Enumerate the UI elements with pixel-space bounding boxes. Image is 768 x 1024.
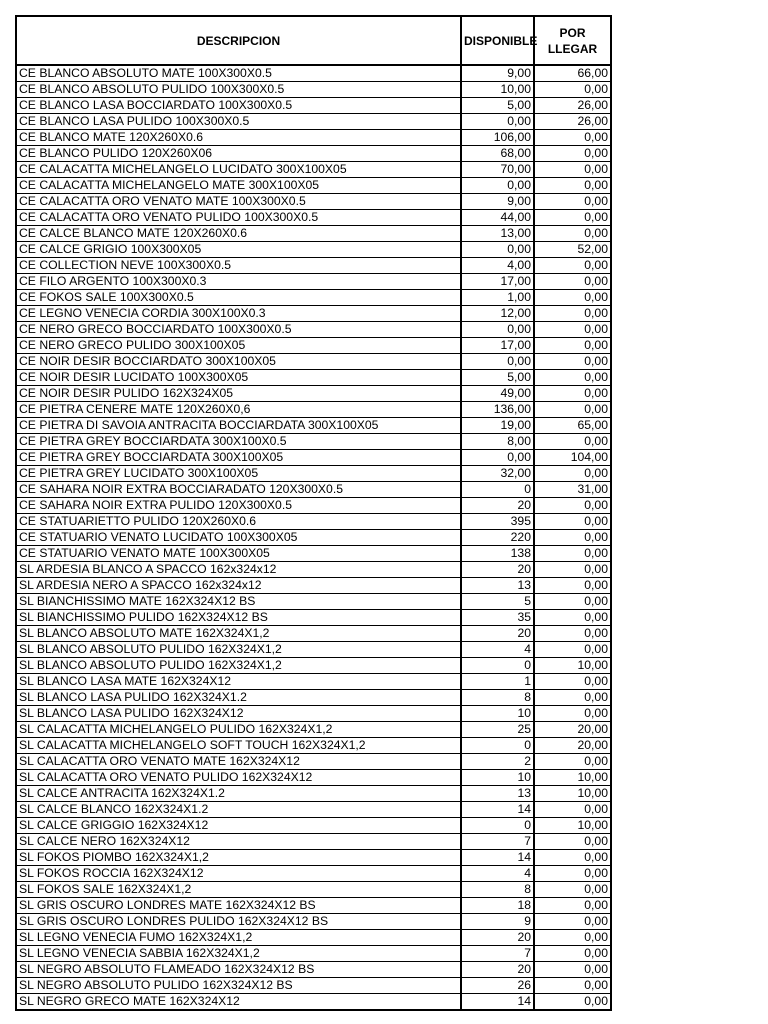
cell-por-llegar: 20,00	[534, 722, 611, 738]
cell-descripcion: SL ARDESIA NERO A SPACCO 162x324x12	[16, 578, 461, 594]
cell-por-llegar: 10,00	[534, 770, 611, 786]
cell-disponible: 1	[461, 674, 534, 690]
cell-disponible: 20	[461, 626, 534, 642]
cell-por-llegar: 0,00	[534, 594, 611, 610]
cell-por-llegar: 10,00	[534, 658, 611, 674]
table-row	[16, 98, 611, 114]
table-row	[16, 498, 611, 514]
cell-descripcion: CE PIETRA CENERE MATE 120X260X0,6	[16, 402, 461, 418]
cell-disponible: 9	[461, 914, 534, 930]
cell-disponible: 136,00	[461, 402, 534, 418]
cell-descripcion: SL BLANCO LASA MATE 162X324X12	[16, 674, 461, 690]
cell-descripcion: SL NEGRO GRECO MATE 162X324X12	[16, 994, 461, 1011]
cell-disponible: 7	[461, 946, 534, 962]
cell-por-llegar: 10,00	[534, 786, 611, 802]
cell-por-llegar: 0,00	[534, 610, 611, 626]
table-row	[16, 274, 611, 290]
cell-disponible: 20	[461, 930, 534, 946]
cell-disponible: 14	[461, 994, 534, 1011]
table-row	[16, 818, 611, 834]
cell-por-llegar: 0,00	[534, 898, 611, 914]
cell-por-llegar: 26,00	[534, 98, 611, 114]
table-row	[16, 514, 611, 530]
cell-por-llegar: 0,00	[534, 370, 611, 386]
table-row	[16, 482, 611, 498]
table-row	[16, 370, 611, 386]
cell-descripcion: CE BLANCO PULIDO 120X260X06	[16, 146, 461, 162]
cell-disponible: 12,00	[461, 306, 534, 322]
cell-por-llegar: 0,00	[534, 322, 611, 338]
cell-descripcion: SL LEGNO VENECIA SABBIA 162X324X1,2	[16, 946, 461, 962]
cell-descripcion: SL ARDESIA BLANCO A SPACCO 162x324x12	[16, 562, 461, 578]
table-row	[16, 802, 611, 818]
cell-disponible: 5	[461, 594, 534, 610]
cell-disponible: 19,00	[461, 418, 534, 434]
header-descripcion: DESCRIPCION	[16, 16, 461, 65]
cell-por-llegar: 0,00	[534, 578, 611, 594]
cell-descripcion: SL CALCE NERO 162X324X12	[16, 834, 461, 850]
cell-descripcion: SL NEGRO ABSOLUTO FLAMEADO 162X324X12 BS	[16, 962, 461, 978]
cell-por-llegar: 0,00	[534, 434, 611, 450]
cell-descripcion: CE CALCE GRIGIO 100X300X05	[16, 242, 461, 258]
cell-descripcion: SL CALCE ANTRACITA 162X324X1.2	[16, 786, 461, 802]
cell-disponible: 10,00	[461, 82, 534, 98]
cell-descripcion: SL BLANCO LASA PULIDO 162X324X1.2	[16, 690, 461, 706]
cell-disponible: 70,00	[461, 162, 534, 178]
cell-por-llegar: 0,00	[534, 834, 611, 850]
table-row	[16, 194, 611, 210]
cell-disponible: 25	[461, 722, 534, 738]
table-row	[16, 386, 611, 402]
cell-por-llegar: 0,00	[534, 146, 611, 162]
cell-descripcion: CE BLANCO MATE 120X260X0.6	[16, 130, 461, 146]
cell-por-llegar: 0,00	[534, 962, 611, 978]
cell-por-llegar: 0,00	[534, 130, 611, 146]
cell-disponible: 9,00	[461, 65, 534, 82]
table-row	[16, 354, 611, 370]
cell-por-llegar: 0,00	[534, 274, 611, 290]
cell-por-llegar: 0,00	[534, 946, 611, 962]
table-row	[16, 610, 611, 626]
table-row	[16, 658, 611, 674]
cell-por-llegar: 0,00	[534, 306, 611, 322]
table-row	[16, 418, 611, 434]
table-row	[16, 290, 611, 306]
table-row	[16, 706, 611, 722]
cell-por-llegar: 0,00	[534, 226, 611, 242]
table-row	[16, 258, 611, 274]
cell-descripcion: CE BLANCO LASA PULIDO 100X300X0.5	[16, 114, 461, 130]
cell-descripcion: CE BLANCO ABSOLUTO PULIDO 100X300X0.5	[16, 82, 461, 98]
table-row	[16, 642, 611, 658]
cell-disponible: 17,00	[461, 274, 534, 290]
table-row	[16, 866, 611, 882]
cell-disponible: 2	[461, 754, 534, 770]
cell-descripcion: SL GRIS OSCURO LONDRES PULIDO 162X324X12 BS	[16, 914, 461, 930]
table-row	[16, 546, 611, 562]
cell-disponible: 44,00	[461, 210, 534, 226]
table-row	[16, 434, 611, 450]
table-row	[16, 850, 611, 866]
cell-por-llegar: 0,00	[534, 866, 611, 882]
cell-descripcion: SL NEGRO ABSOLUTO PULIDO 162X324X12 BS	[16, 978, 461, 994]
cell-por-llegar: 0,00	[534, 82, 611, 98]
cell-descripcion: SL CALACATTA ORO VENATO PULIDO 162X324X12	[16, 770, 461, 786]
cell-por-llegar: 26,00	[534, 114, 611, 130]
cell-descripcion: CE FOKOS SALE 100X300X0.5	[16, 290, 461, 306]
cell-descripcion: CE STATUARIO VENATO MATE 100X300X05	[16, 546, 461, 562]
table-row	[16, 946, 611, 962]
cell-descripcion: SL BLANCO ABSOLUTO MATE 162X324X1,2	[16, 626, 461, 642]
cell-descripcion: SL BIANCHISSIMO MATE 162X324X12 BS	[16, 594, 461, 610]
cell-disponible: 7	[461, 834, 534, 850]
cell-disponible: 220	[461, 530, 534, 546]
cell-descripcion: CE BLANCO ABSOLUTO MATE 100X300X0.5	[16, 65, 461, 82]
cell-disponible: 14	[461, 802, 534, 818]
cell-por-llegar: 0,00	[534, 802, 611, 818]
cell-descripcion: CE FILO ARGENTO 100X300X0.3	[16, 274, 461, 290]
cell-por-llegar: 0,00	[534, 402, 611, 418]
table-row	[16, 530, 611, 546]
cell-disponible: 13	[461, 578, 534, 594]
cell-disponible: 13,00	[461, 226, 534, 242]
cell-por-llegar: 0,00	[534, 466, 611, 482]
cell-por-llegar: 0,00	[534, 674, 611, 690]
table-row	[16, 466, 611, 482]
table-row	[16, 978, 611, 994]
table-row	[16, 898, 611, 914]
cell-descripcion: CE SAHARA NOIR EXTRA BOCCIARADATO 120X300X0.5	[16, 482, 461, 498]
header-por-llegar: POR LLEGAR	[534, 16, 611, 65]
cell-disponible: 5,00	[461, 98, 534, 114]
cell-descripcion: CE COLLECTION NEVE 100X300X0.5	[16, 258, 461, 274]
cell-por-llegar: 0,00	[534, 690, 611, 706]
cell-disponible: 0,00	[461, 242, 534, 258]
table-row	[16, 562, 611, 578]
cell-por-llegar: 0,00	[534, 994, 611, 1011]
table-row	[16, 930, 611, 946]
cell-descripcion: SL BLANCO ABSOLUTO PULIDO 162X324X1,2	[16, 642, 461, 658]
cell-descripcion: CE PIETRA GREY BOCCIARDATA 300X100X05	[16, 450, 461, 466]
cell-por-llegar: 0,00	[534, 210, 611, 226]
table-row	[16, 754, 611, 770]
cell-por-llegar: 20,00	[534, 738, 611, 754]
cell-disponible: 14	[461, 850, 534, 866]
cell-disponible: 0,00	[461, 178, 534, 194]
cell-por-llegar: 0,00	[534, 386, 611, 402]
table-row	[16, 914, 611, 930]
cell-disponible: 0,00	[461, 354, 534, 370]
inventory-table	[15, 15, 612, 1011]
cell-por-llegar: 65,00	[534, 418, 611, 434]
cell-por-llegar: 0,00	[534, 850, 611, 866]
cell-disponible: 8,00	[461, 434, 534, 450]
cell-disponible: 0,00	[461, 114, 534, 130]
cell-por-llegar: 0,00	[534, 162, 611, 178]
table-row	[16, 786, 611, 802]
cell-disponible: 13	[461, 786, 534, 802]
cell-descripcion: CE CALACATTA ORO VENATO PULIDO 100X300X0.5	[16, 210, 461, 226]
cell-descripcion: CE CALACATTA MICHELANGELO LUCIDATO 300X100X05	[16, 162, 461, 178]
cell-disponible: 49,00	[461, 386, 534, 402]
cell-descripcion: CE BLANCO LASA BOCCIARDATO 100X300X0.5	[16, 98, 461, 114]
cell-disponible: 68,00	[461, 146, 534, 162]
table-row	[16, 994, 611, 1011]
cell-por-llegar: 31,00	[534, 482, 611, 498]
cell-disponible: 26	[461, 978, 534, 994]
cell-descripcion: SL LEGNO VENECIA FUMO 162X324X1,2	[16, 930, 461, 946]
cell-descripcion: CE NOIR DESIR BOCCIARDATO 300X100X05	[16, 354, 461, 370]
table-row	[16, 130, 611, 146]
table-row	[16, 722, 611, 738]
cell-por-llegar: 0,00	[534, 354, 611, 370]
table-row	[16, 770, 611, 786]
table-row	[16, 242, 611, 258]
table-row	[16, 338, 611, 354]
cell-descripcion: SL CALACATTA MICHELANGELO PULIDO 162X324X1,2	[16, 722, 461, 738]
cell-por-llegar: 0,00	[534, 290, 611, 306]
cell-descripcion: CE CALACATTA MICHELANGELO MATE 300X100X05	[16, 178, 461, 194]
cell-por-llegar: 0,00	[534, 562, 611, 578]
cell-disponible: 32,00	[461, 466, 534, 482]
cell-disponible: 4,00	[461, 258, 534, 274]
cell-disponible: 5,00	[461, 370, 534, 386]
cell-disponible: 20	[461, 962, 534, 978]
cell-por-llegar: 0,00	[534, 642, 611, 658]
cell-descripcion: CE PIETRA GREY BOCCIARDATA 300X100X0.5	[16, 434, 461, 450]
cell-por-llegar: 66,00	[534, 65, 611, 82]
cell-descripcion: CE PIETRA GREY LUCIDATO 300X100X05	[16, 466, 461, 482]
cell-descripcion: CE CALCE BLANCO MATE 120X260X0.6	[16, 226, 461, 242]
header-row	[16, 16, 611, 65]
cell-por-llegar: 0,00	[534, 914, 611, 930]
cell-por-llegar: 104,00	[534, 450, 611, 466]
cell-descripcion: SL BLANCO ABSOLUTO PULIDO 162X324X1,2	[16, 658, 461, 674]
cell-disponible: 35	[461, 610, 534, 626]
cell-disponible: 1,00	[461, 290, 534, 306]
cell-disponible: 10	[461, 770, 534, 786]
cell-disponible: 0,00	[461, 450, 534, 466]
cell-descripcion: SL CALCE BLANCO 162X324X1.2	[16, 802, 461, 818]
cell-disponible: 106,00	[461, 130, 534, 146]
table-row	[16, 162, 611, 178]
cell-disponible: 20	[461, 498, 534, 514]
cell-disponible: 138	[461, 546, 534, 562]
cell-descripcion: SL GRIS OSCURO LONDRES MATE 162X324X12 BS	[16, 898, 461, 914]
cell-por-llegar: 0,00	[534, 626, 611, 642]
table-row	[16, 738, 611, 754]
cell-disponible: 4	[461, 866, 534, 882]
cell-disponible: 18	[461, 898, 534, 914]
table-row	[16, 450, 611, 466]
cell-descripcion: CE STATUARIETTO PULIDO 120X260X0.6	[16, 514, 461, 530]
cell-disponible: 8	[461, 690, 534, 706]
cell-descripcion: CE STATUARIO VENATO LUCIDATO 100X300X05	[16, 530, 461, 546]
cell-descripcion: CE NERO GRECO BOCCIARDATO 100X300X0.5	[16, 322, 461, 338]
table-row	[16, 226, 611, 242]
table-row	[16, 306, 611, 322]
table-row	[16, 65, 611, 82]
table-row	[16, 82, 611, 98]
cell-disponible: 8	[461, 882, 534, 898]
cell-descripcion: SL CALACATTA MICHELANGELO SOFT TOUCH 162X324X1,2	[16, 738, 461, 754]
table-row	[16, 882, 611, 898]
cell-descripcion: SL BLANCO LASA PULIDO 162X324X12	[16, 706, 461, 722]
table-row	[16, 210, 611, 226]
cell-por-llegar: 52,00	[534, 242, 611, 258]
cell-por-llegar: 0,00	[534, 338, 611, 354]
cell-descripcion: CE PIETRA DI SAVOIA ANTRACITA BOCCIARDATA 300X100X05	[16, 418, 461, 434]
cell-por-llegar: 0,00	[534, 514, 611, 530]
header-disponible: DISPONIBLE	[461, 16, 534, 65]
cell-por-llegar: 10,00	[534, 818, 611, 834]
cell-disponible: 9,00	[461, 194, 534, 210]
cell-disponible: 0	[461, 738, 534, 754]
cell-disponible: 20	[461, 562, 534, 578]
cell-por-llegar: 0,00	[534, 194, 611, 210]
cell-disponible: 0	[461, 818, 534, 834]
cell-por-llegar: 0,00	[534, 978, 611, 994]
cell-por-llegar: 0,00	[534, 530, 611, 546]
cell-descripcion: CE NOIR DESIR PULIDO 162X324X05	[16, 386, 461, 402]
cell-disponible: 0	[461, 658, 534, 674]
cell-disponible: 4	[461, 642, 534, 658]
table-row	[16, 146, 611, 162]
cell-disponible: 0,00	[461, 322, 534, 338]
table-row	[16, 114, 611, 130]
table-row	[16, 626, 611, 642]
cell-descripcion: SL CALCE GRIGGIO 162X324X12	[16, 818, 461, 834]
cell-disponible: 17,00	[461, 338, 534, 354]
table-row	[16, 402, 611, 418]
cell-descripcion: CE NOIR DESIR LUCIDATO 100X300X05	[16, 370, 461, 386]
cell-descripcion: SL FOKOS PIOMBO 162X324X1,2	[16, 850, 461, 866]
cell-por-llegar: 0,00	[534, 546, 611, 562]
cell-por-llegar: 0,00	[534, 882, 611, 898]
cell-disponible: 0	[461, 482, 534, 498]
table-row	[16, 674, 611, 690]
cell-descripcion: SL FOKOS SALE 162X324X1,2	[16, 882, 461, 898]
table-row	[16, 178, 611, 194]
table-row	[16, 962, 611, 978]
cell-descripcion: CE CALACATTA ORO VENATO MATE 100X300X0.5	[16, 194, 461, 210]
cell-descripcion: SL CALACATTA ORO VENATO MATE 162X324X12	[16, 754, 461, 770]
cell-descripcion: CE LEGNO VENECIA CORDIA 300X100X0.3	[16, 306, 461, 322]
cell-descripcion: CE SAHARA NOIR EXTRA PULIDO 120X300X0.5	[16, 498, 461, 514]
cell-disponible: 395	[461, 514, 534, 530]
cell-descripcion: SL FOKOS ROCCIA 162X324X12	[16, 866, 461, 882]
cell-por-llegar: 0,00	[534, 930, 611, 946]
table-row	[16, 578, 611, 594]
cell-por-llegar: 0,00	[534, 258, 611, 274]
cell-descripcion: CE NERO GRECO PULIDO 300X100X05	[16, 338, 461, 354]
table-row	[16, 834, 611, 850]
table-row	[16, 322, 611, 338]
cell-disponible: 10	[461, 706, 534, 722]
cell-por-llegar: 0,00	[534, 498, 611, 514]
cell-por-llegar: 0,00	[534, 706, 611, 722]
cell-por-llegar: 0,00	[534, 754, 611, 770]
table-row	[16, 594, 611, 610]
cell-por-llegar: 0,00	[534, 178, 611, 194]
table-row	[16, 690, 611, 706]
cell-descripcion: SL BIANCHISSIMO PULIDO 162X324X12 BS	[16, 610, 461, 626]
